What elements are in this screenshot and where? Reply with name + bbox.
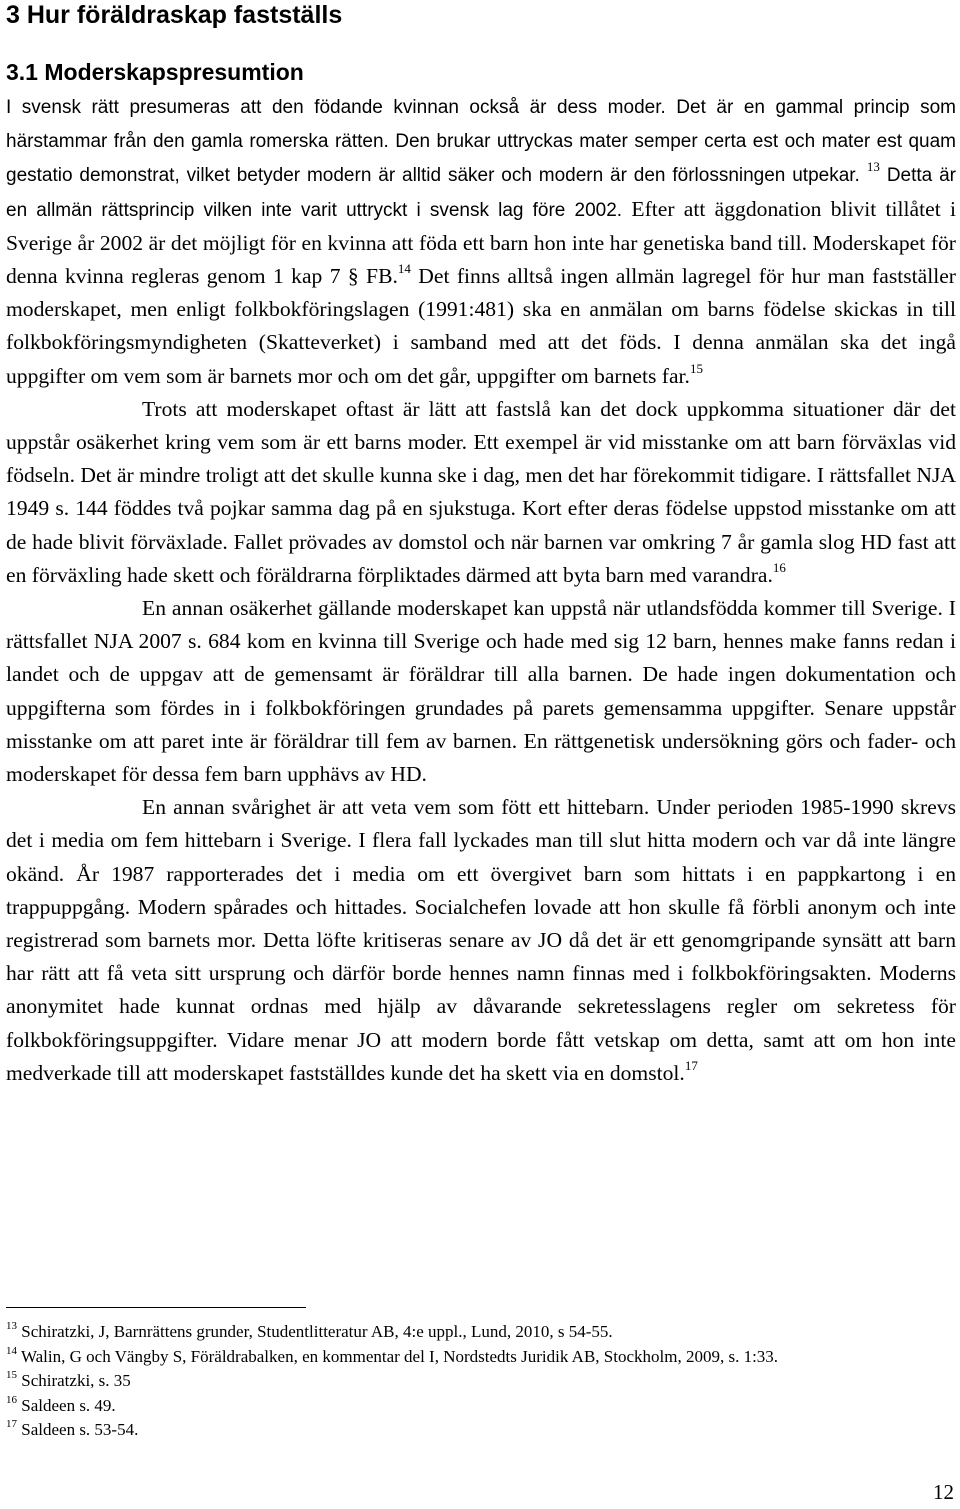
page-number: 12: [933, 1480, 954, 1504]
footnote-text: Saldeen s. 53-54.: [21, 1420, 139, 1439]
footnote-ref-14[interactable]: 14: [397, 261, 411, 277]
footnote-17: [6, 1418, 956, 1443]
footnote-ref-15[interactable]: 15: [689, 360, 703, 376]
footnote-14: [6, 1345, 956, 1370]
footnote-ref-17[interactable]: 17: [684, 1057, 698, 1073]
chapter-heading: 3 Hur föräldraskap fastställs: [6, 1, 343, 29]
paragraph-4: [6, 791, 956, 1090]
footnote-text: Schiratzki, J, Barnrättens grunder, Studentlitteratur AB, 4:e uppl., Lund, 2010, s 54-55.: [21, 1322, 613, 1341]
footnote-number: 15: [6, 1369, 17, 1381]
footnote-number: 14: [6, 1344, 17, 1357]
paragraph-3-text: En annan osäkerhet gällande moderskapet kan uppstå när utlandsfödda kommer till Sverige. I rättsfallet NJA 2007 s. 684 kom en kvinna till Sverige och hade med sig 12 barn, hennes make fanns redan i landet och de uppgav att de gemensamt är föräldrar till alla barnen. De hade ingen dokumentation och uppgifterna som fördes in i folkbokföringen grundades på parets gemensamma uppgifter. Senare uppstår misstanke om att paret inte är föräldrar till fem av barnen. En rättgenetisk undersökning görs och fader- och moderskapet för dessa fem barn upphävs av HD.: [6, 596, 956, 787]
paragraph-1: [6, 90, 956, 393]
footnote-text: Saldeen s. 49.: [21, 1395, 116, 1415]
footnote-number: 16: [6, 1393, 17, 1406]
footnote-ref-13[interactable]: 13: [866, 159, 880, 175]
footnote-separator: [6, 1307, 306, 1308]
paragraph-1-sentence-a: I svensk rätt presumeras att den födande kvinnan också är dess moder. Det är en gammal princip som härstammar från den gamla romerska rätten. Den brukar uttryckas mater semper certa est och mater est quam gestatio demonstrat, vilket betyder modern är alltid säker och modern är den förlossningen utpekar.: [6, 97, 956, 187]
paragraph-4-text: En annan svårighet är att veta vem som fött ett hittebarn. Under perioden 1985-1990 skrevs det i media om fem hittebarn i Sverige. I flera fall lyckades man till slut hitta modern och var då inte längre okänd. År 1987 rapporterades det i media om ett övergivet barn som hittats i en pappkartong i en trappuppgång. Modern spårades och hittades. Socialchefen lovade att hon skulle få förbli anonym och inte registrerad som barnets mor. Detta löfte kritiseras senare av JO då det är ett genomgripande synsätt att barn har rätt att få veta sitt ursprung och därför borde hennes namn finnas med i folkbokföringsakten. Moderns anonymitet hade kunnat ordnas med hjälp av dåvarande sekretesslagens regler om sekretess för folkbokföringsuppgifter. Vidare menar JO att modern borde fått vetskap om detta, samt att om hon inte medverkade till att moderskapet fastställdes kunde det ha skett via en domstol.: [6, 795, 956, 1085]
footnote-text: Walin, G och Vängby S, Föräldrabalken, en kommentar del I, Nordstedts Juridik AB, Stockholm, 2009, s. 1:33.: [20, 1346, 779, 1366]
footnote-ref-16[interactable]: 16: [772, 559, 786, 575]
paragraph-3: [6, 592, 956, 791]
footnote-16: [6, 1394, 956, 1419]
footnote-13: [6, 1320, 956, 1345]
footnote-text: Schiratzki, s. 35: [21, 1371, 131, 1390]
section-heading: 3.1 Moderskapspresumtion: [6, 59, 304, 85]
footnote-15: [6, 1369, 956, 1394]
paragraph-1-sentence-e: Det finns alltså ingen allmän lagregel för hur man fastställer moderskapet, men enligt folkbokföringslagen (1991:481) ska en anmälan om barns födelse skickas in till folkbokföringsmyndigheten (Skatteverket) i samband med att det föds. I denna anmälan ska det ingå uppgifter om vem som är barnets mor och om det går, uppgifter om barnets far.: [6, 264, 956, 388]
paragraph-2: [6, 393, 956, 592]
paragraph-1-sentence-b: Detta är en allmän rättsprincip vilken inte varit uttryckt i svensk lag före 2002.: [6, 165, 956, 221]
paragraph-2-text: Trots att moderskapet oftast är lätt att fastslå kan det dock uppkomma situationer där det uppstår osäkerhet kring vem som är ett barns moder. Ett exempel är vid misstanke om att barn förväxlas vid födseln. Det är mindre troligt att det skulle kunna ske i dag, men det har förekommit tidigare. I rättsfallet NJA 1949 s. 144 föddes två pojkar samma dag på en sjukstuga. Kort efter deras födelse uppstod misstanke om att de hade blivit förväxlade. Fallet prövades av domstol och när barnen var omkring 7 år gamla slog HD fast att en förväxling hade skett och föräldrarna förpliktades därmed att byta barn med varandra.: [6, 396, 956, 587]
footnote-number: 13: [6, 1320, 17, 1332]
paragraph-1-sentence-c: Efter att äggdonation blivit tillåtet i Sverige år 2002 är det möjligt för en kvinna att föda ett barn hon inte har genetiska band till.: [6, 196, 956, 255]
footnotes: [6, 1320, 956, 1443]
paragraph-1-sentence-d: Moderskapet för denna kvinna regleras genom 1 kap 7 § FB.: [6, 230, 956, 289]
footnote-number: 17: [6, 1418, 17, 1430]
body-text: [6, 90, 956, 1090]
